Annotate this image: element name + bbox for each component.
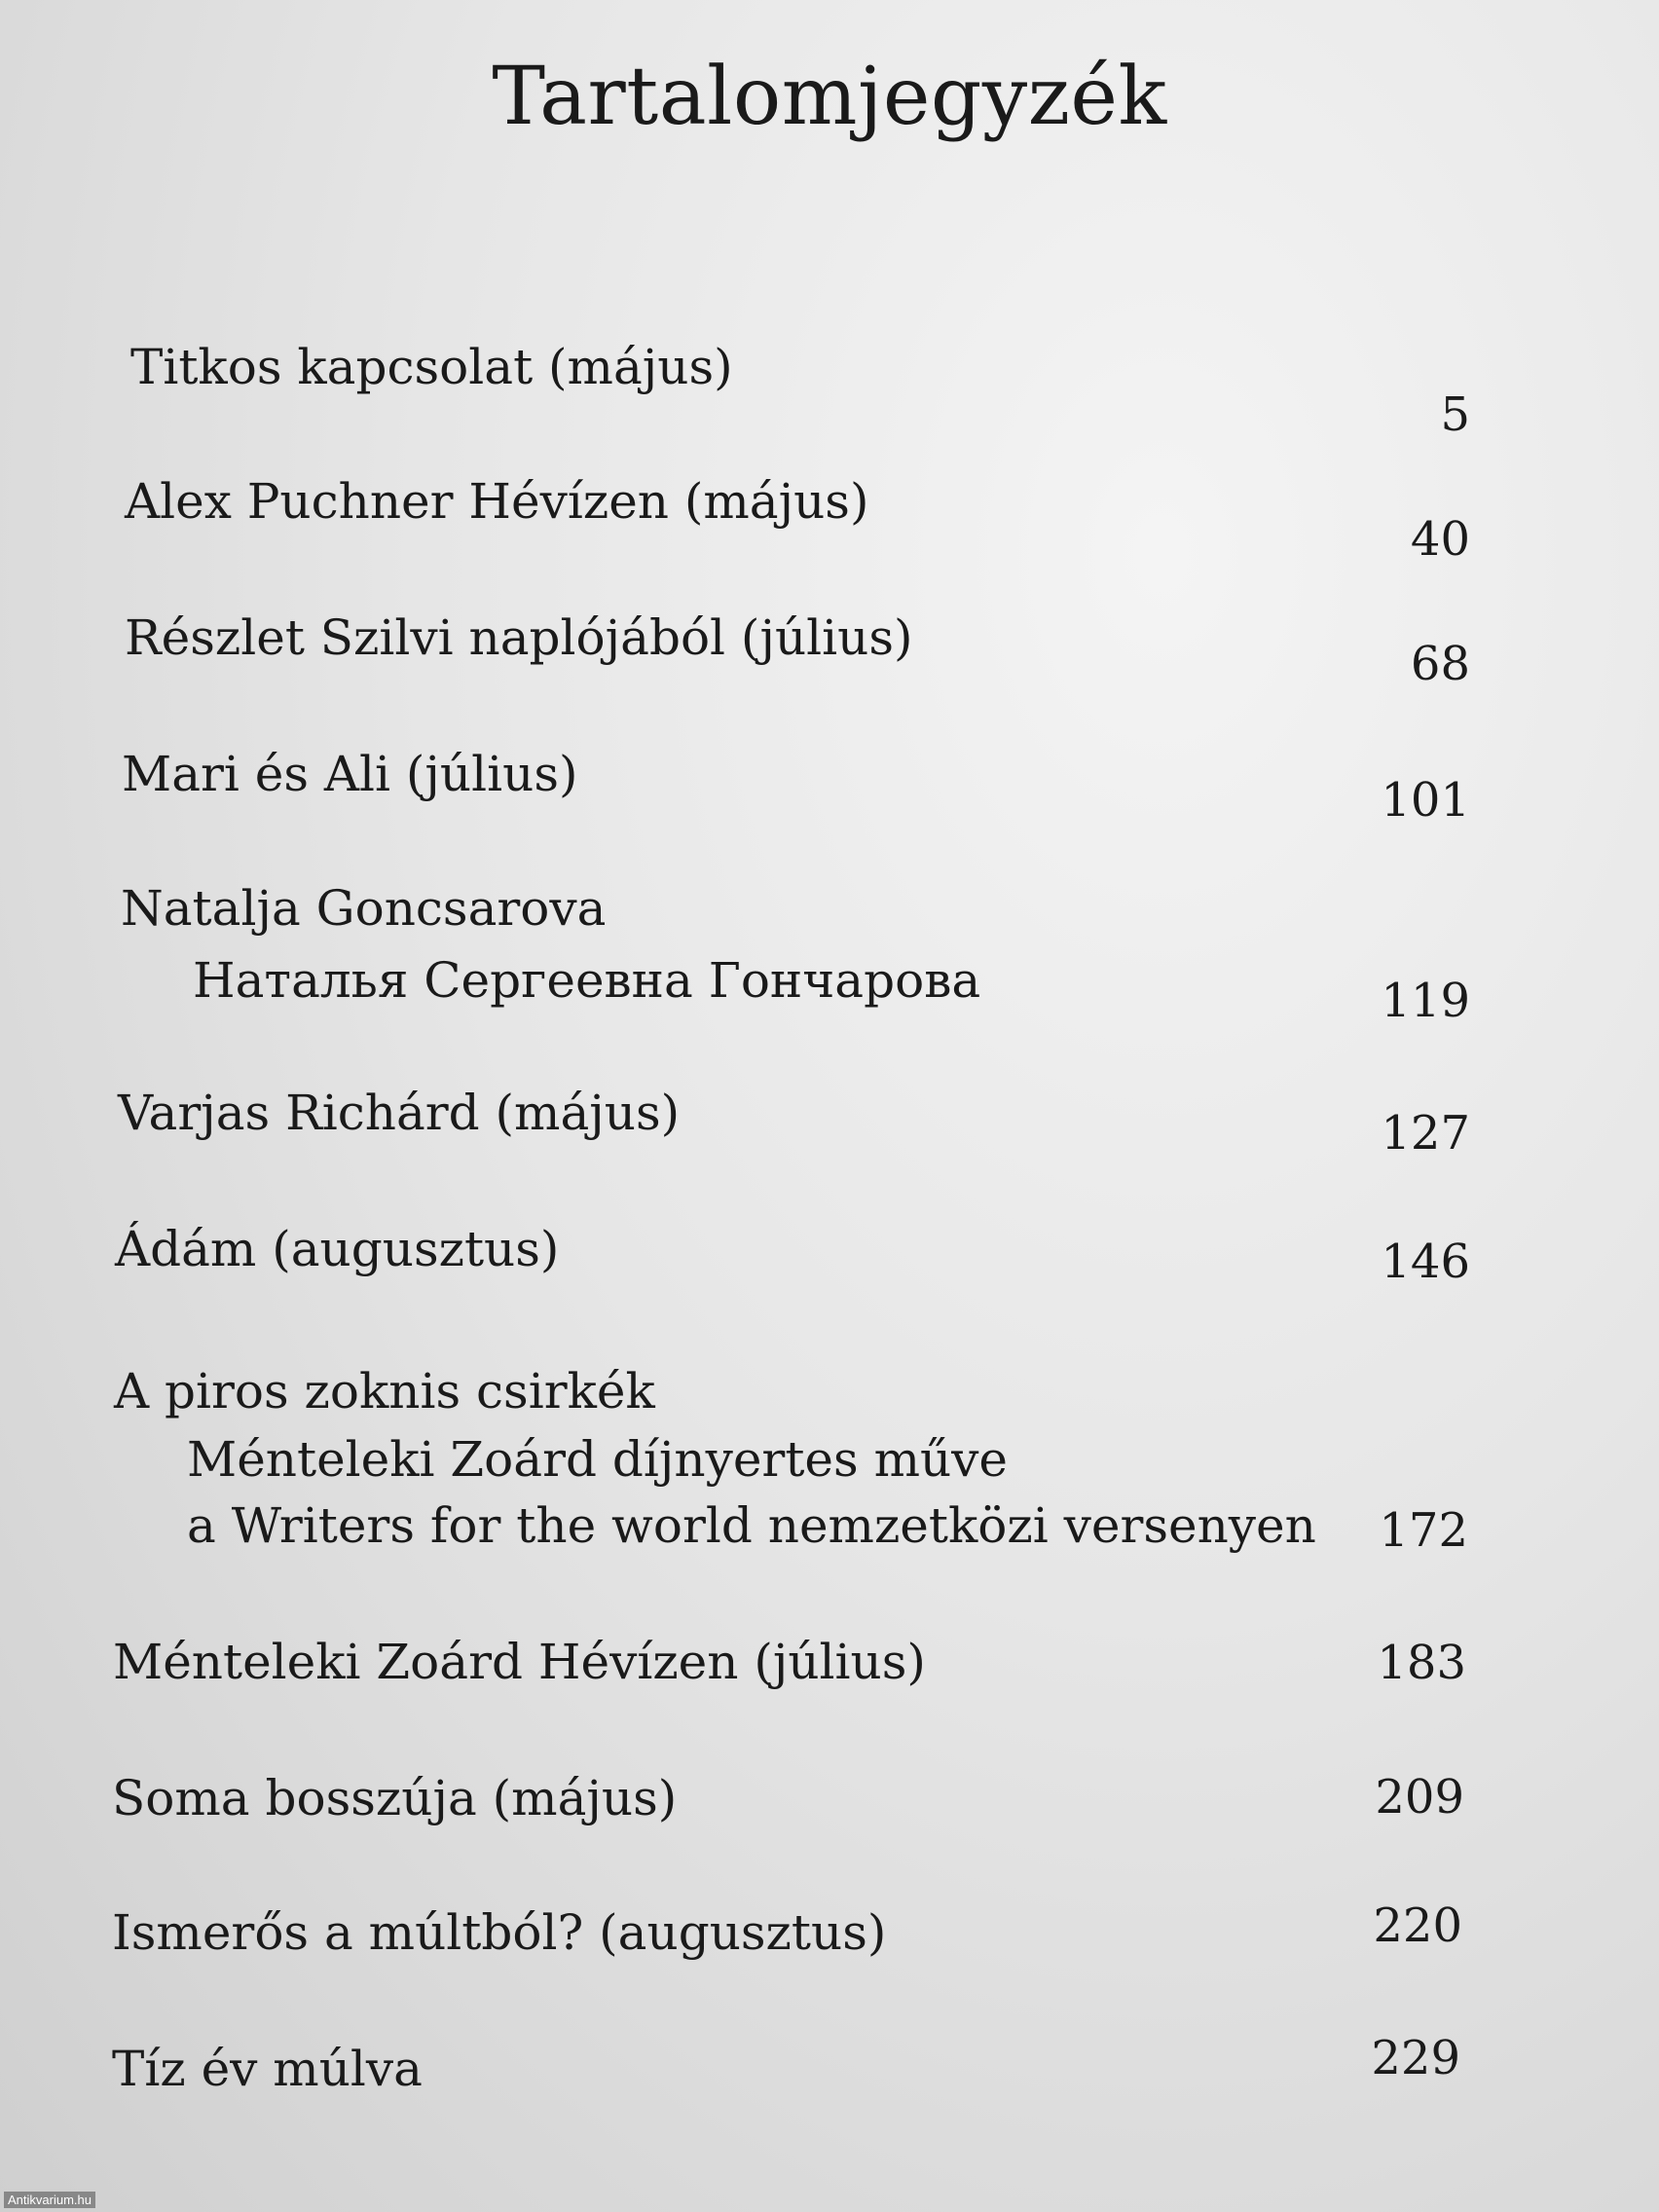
entry-title: Ménteleki Zoárd Hévízen (július)	[113, 1634, 926, 1690]
entry-title: Tíz év múlva	[112, 2041, 423, 2097]
entry-title: Részlet Szilvi naplójából (július)	[125, 609, 913, 666]
entry-title: A piros zoknis csirkék	[114, 1363, 655, 1419]
entry-title: Varjas Richárd (május)	[118, 1085, 681, 1141]
watermark: Antikvarium.hu	[4, 2192, 95, 2208]
entry-title: Ismerős a múltból? (augusztus)	[112, 1904, 887, 1961]
page-title: Tartalomjegyzék	[492, 51, 1167, 143]
entry-title: Mari és Ali (július)	[122, 746, 578, 802]
entry-title: Titkos kapcsolat (május)	[130, 339, 733, 395]
entry-page-number: 220	[1373, 1899, 1462, 1953]
entry-page-number: 68	[1410, 637, 1470, 691]
entry-page-number: 172	[1379, 1503, 1468, 1558]
entry-subtitle: a Writers for the world nemzetközi versenyen	[187, 1497, 1316, 1554]
entry-page-number: 209	[1375, 1770, 1464, 1825]
entry-title: Natalja Goncsarova	[121, 880, 607, 937]
entry-page-number: 119	[1381, 974, 1470, 1028]
entry-title: Soma bosszúja (május)	[112, 1770, 678, 1826]
entry-page-number: 101	[1381, 773, 1470, 828]
entry-title: Ádám (augusztus)	[115, 1221, 560, 1277]
entry-page-number: 229	[1371, 2031, 1460, 2085]
entry-page-number: 40	[1410, 512, 1470, 567]
entry-subtitle: Наталья Сергеевна Гончарова	[193, 952, 981, 1009]
entry-subtitle: Ménteleki Zoárd díjnyertes műve	[187, 1431, 1009, 1488]
entry-page-number: 127	[1381, 1106, 1470, 1161]
entry-title: Alex Puchner Hévízen (május)	[125, 473, 869, 530]
entry-page-number: 146	[1381, 1235, 1470, 1289]
entry-page-number: 5	[1440, 387, 1470, 442]
entry-page-number: 183	[1377, 1636, 1466, 1690]
